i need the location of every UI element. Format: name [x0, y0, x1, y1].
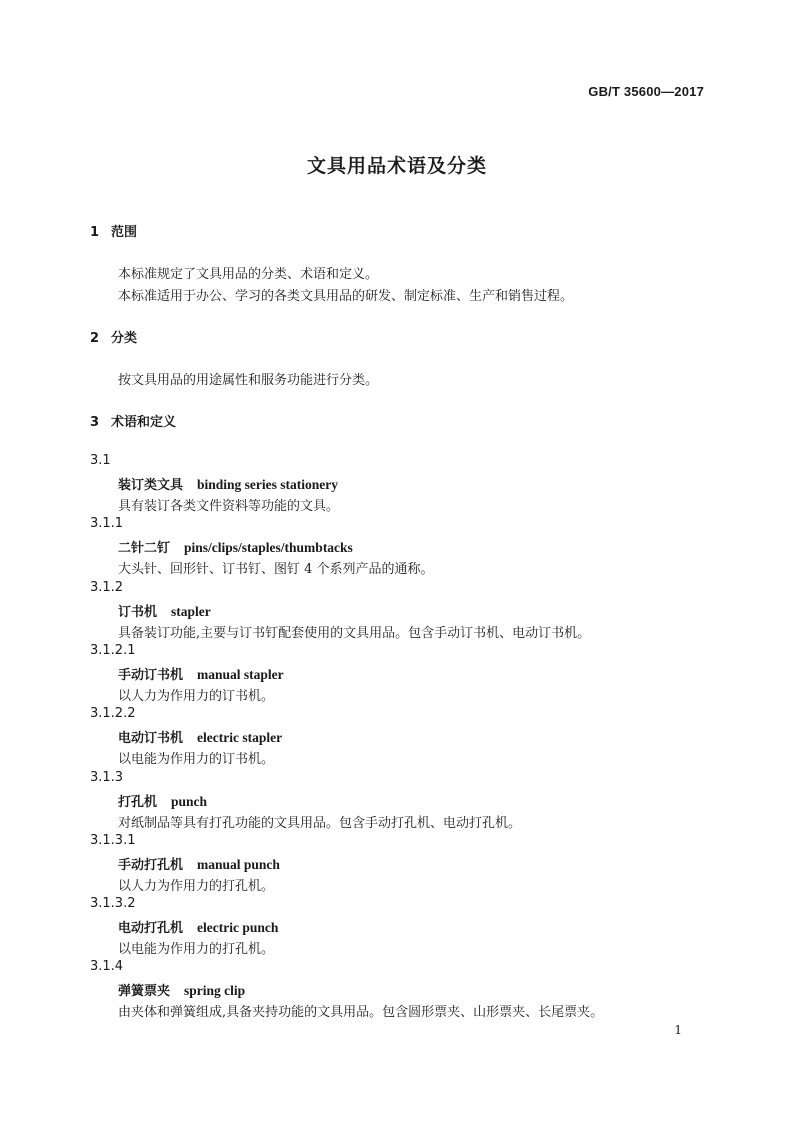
term-number: 3.1 — [90, 453, 111, 468]
term-entry — [118, 601, 211, 620]
standard-number: GB/T 35600—2017 — [588, 84, 704, 99]
term-entry — [118, 854, 280, 873]
term-en: binding series stationery — [197, 477, 339, 492]
term-en: electric stapler — [197, 730, 283, 745]
term-definition: 由夹体和弹簧组成,具备夹持功能的文具用品。包含圆形票夹、山形票夹、长尾票夹。 — [118, 1005, 604, 1020]
term-definition: 具备装订功能,主要与订书钉配套使用的文具用品。包含手动订书机、电动订书机。 — [118, 626, 591, 641]
term-zh: 电动订书机 — [118, 731, 184, 746]
section-heading-classification — [90, 327, 137, 346]
page-number: 1 — [674, 1023, 682, 1037]
section-number: 3 — [90, 415, 100, 430]
term-zh: 打孔机 — [118, 795, 158, 810]
section-number: 2 — [90, 331, 100, 346]
term-number: 3.1.2 — [90, 580, 124, 595]
term-en: stapler — [171, 604, 211, 619]
term-en: electric punch — [197, 920, 279, 935]
section-number: 1 — [90, 225, 100, 240]
term-en: punch — [171, 794, 208, 809]
term-definition: 以人力为作用力的打孔机。 — [118, 879, 275, 894]
term-entry — [118, 664, 284, 683]
term-en: spring clip — [184, 983, 246, 998]
section-title: 范围 — [111, 225, 138, 240]
term-entry — [118, 537, 353, 556]
term-zh: 电动打孔机 — [118, 921, 184, 936]
scope-paragraph: 本标准适用于办公、学习的各类文具用品的研发、制定标准、生产和销售过程。 — [118, 289, 574, 304]
term-definition: 以人力为作用力的订书机。 — [118, 689, 275, 704]
term-zh: 订书机 — [118, 605, 158, 620]
term-number: 3.1.3 — [90, 770, 124, 785]
term-zh: 手动打孔机 — [118, 858, 184, 873]
term-number: 3.1.3.1 — [90, 833, 136, 848]
term-number: 3.1.4 — [90, 959, 124, 974]
term-en: pins/clips/staples/thumbtacks — [184, 540, 353, 555]
term-entry — [118, 474, 338, 493]
term-en: manual punch — [197, 857, 280, 872]
term-number: 3.1.1 — [90, 516, 124, 531]
term-zh: 装订类文具 — [118, 478, 184, 493]
term-definition: 具有装订各类文件资料等功能的文具。 — [118, 499, 340, 514]
term-entry — [118, 727, 282, 746]
term-entry — [118, 791, 207, 810]
term-definition: 大头针、回形针、订书钉、图钉 4 个系列产品的通称。 — [118, 562, 434, 577]
section-title: 术语和定义 — [111, 415, 177, 430]
term-zh: 手动订书机 — [118, 668, 184, 683]
term-zh: 二针二钉 — [118, 541, 171, 556]
section-title: 分类 — [111, 331, 138, 346]
term-en: manual stapler — [197, 667, 284, 682]
section-heading-terms — [90, 411, 176, 430]
term-entry — [118, 917, 278, 936]
term-definition: 以电能为作用力的订书机。 — [118, 752, 275, 767]
term-definition: 对纸制品等具有打孔功能的文具用品。包含手动打孔机、电动打孔机。 — [118, 816, 522, 831]
scope-paragraph: 本标准规定了文具用品的分类、术语和定义。 — [118, 267, 379, 282]
classification-paragraph: 按文具用品的用途属性和服务功能进行分类。 — [118, 373, 379, 388]
term-number: 3.1.3.2 — [90, 896, 136, 911]
document-title: 文具用品术语及分类 — [306, 155, 487, 177]
term-number: 3.1.2.1 — [90, 643, 136, 658]
section-heading-scope — [90, 221, 137, 240]
term-number: 3.1.2.2 — [90, 706, 136, 721]
term-entry — [118, 980, 245, 999]
term-zh: 弹簧票夹 — [118, 984, 171, 999]
term-definition: 以电能为作用力的打孔机。 — [118, 942, 275, 957]
